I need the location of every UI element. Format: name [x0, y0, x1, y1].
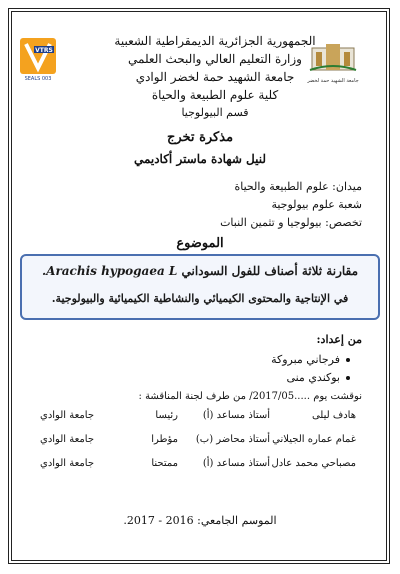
field-domain: ميدان: علوم الطبيعة والحياة: [234, 180, 362, 193]
subject-label: الموضوع: [176, 236, 224, 251]
memo-degree: لنيل شهادة ماستر أكاديمي: [133, 152, 267, 166]
jury-name: هادف ليلى: [311, 410, 356, 421]
author-1: فرجاني مبروكة: [200, 353, 350, 366]
header-faculty: كلية علوم الطبيعة والحياة: [151, 88, 279, 102]
header-department: قسم البيولوجيا: [181, 106, 249, 119]
author-2: بوكندي منى: [200, 371, 350, 384]
header-ministry: وزارة التعليم العالي والبحث العلمي: [128, 52, 302, 66]
jury-institution: جامعة الوادي: [40, 410, 94, 421]
field-specialty: تخصص: بيولوجيا و تثمين النبات: [220, 216, 362, 229]
academic-year: الموسم الجامعي: 2016 - 2017.: [123, 514, 277, 527]
jury-name: مصباحي محمد عادل: [271, 458, 356, 469]
thesis-title-line1: [22, 264, 378, 278]
header-university: جامعة الشهيد حمة لخضر الوادي: [135, 70, 295, 84]
authors-label: من إعداد:: [316, 333, 362, 346]
jury-institution: جامعة الوادي: [40, 434, 94, 445]
jury-rank: أستاذ محاضر (ب): [195, 434, 270, 445]
jury-row: [26, 434, 356, 450]
university-logo-caption: جامعة الشهيد حمة لخضر: [307, 78, 359, 84]
vtrs-logo-subtext: SEALS 003: [24, 76, 52, 82]
jury-role: ممتحنا: [151, 458, 178, 469]
jury-rank: أستاذ مساعد (أ): [202, 410, 270, 421]
bullet-icon: [346, 376, 350, 380]
vtrs-logo-icon: [18, 32, 58, 82]
header-republic: الجمهورية الجزائرية الديمقراطية الشعبية: [114, 34, 316, 48]
jury-row: [26, 458, 356, 474]
jury-rank: أستاذ مساعد (أ): [202, 458, 270, 469]
jury-role: رئيسا: [155, 410, 178, 421]
jury-institution: جامعة الوادي: [40, 458, 94, 469]
thesis-title-box: [20, 254, 380, 320]
thesis-title-line2: في الإنتاجية والمحتوى الكيميائي والنشاطية الكيميائية والبيولوجية.: [51, 292, 349, 305]
jury-row: [26, 410, 356, 426]
field-branch: شعبة علوم بيولوجية: [271, 198, 362, 211]
thesis-title-arabic: مقارنة ثلاثة أصناف للفول السوداني: [181, 264, 359, 278]
vtrs-logo-text: VTRS: [35, 47, 53, 54]
bullet-icon: [346, 358, 350, 362]
thesis-title-latin: Arachis hypogaea L.: [41, 264, 178, 278]
jury-role: مؤطرا: [151, 434, 178, 445]
jury-name: غمام عماره الجيلاني: [272, 434, 356, 445]
memo-label: مذكرة تخرج: [166, 130, 234, 145]
defense-statement: نوقشت يوم .....2017/05/ من طرف لجنة المناقشة :: [138, 391, 362, 402]
